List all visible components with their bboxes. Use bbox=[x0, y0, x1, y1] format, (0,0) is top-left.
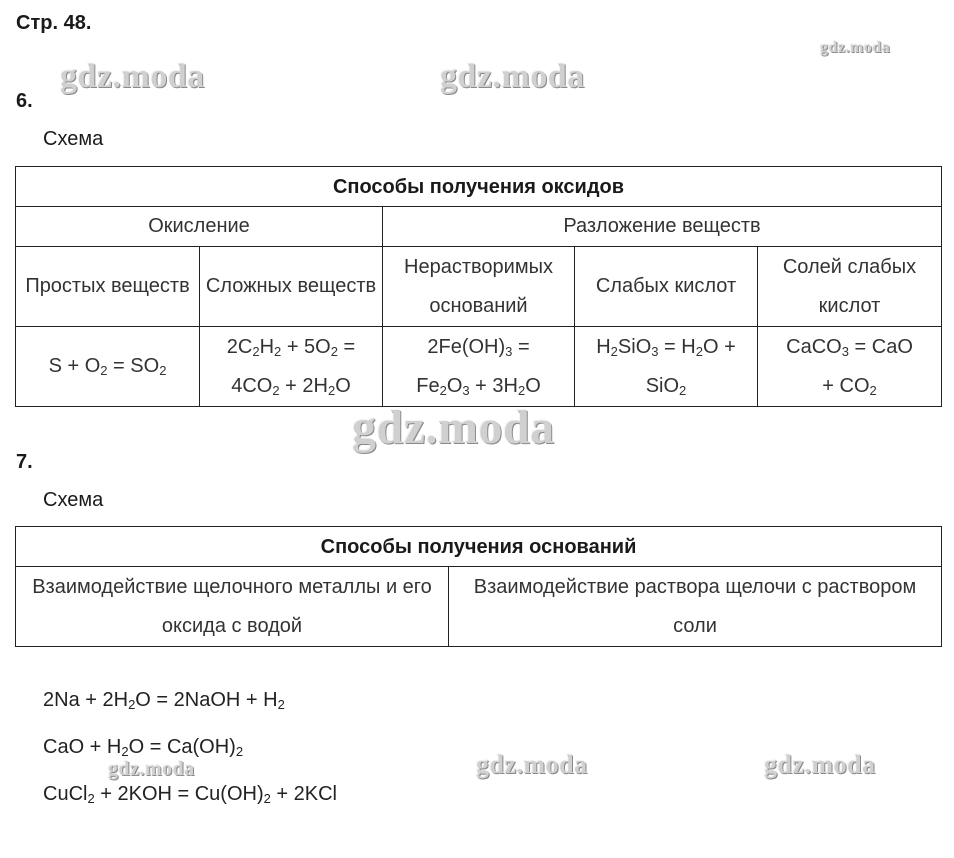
task-6-number: 6. bbox=[16, 90, 33, 112]
column-complex-substances: Сложных веществ bbox=[200, 247, 383, 327]
task-6-scheme-label: Схема bbox=[43, 128, 104, 150]
column-alkali-salt: Взаимодействие раствора щелочи с раствором соли bbox=[449, 567, 942, 647]
task-7-number: 7. bbox=[16, 451, 33, 473]
equation-complex-oxidation: $2C_2H_2 + 5O_2$ = $4CO_2 + 2H_2O$ bbox=[200, 327, 383, 407]
watermark: gdz.moda bbox=[108, 758, 195, 780]
group-oxidation: Окисление bbox=[16, 207, 383, 247]
watermark: gdz.moda bbox=[476, 750, 588, 779]
equation-simple-oxidation: $S + O_2 = SO_2$ bbox=[16, 327, 200, 407]
watermark: gdz.moda bbox=[764, 750, 876, 779]
watermark: gdz.moda bbox=[60, 58, 205, 95]
equation-acid-decomposition: $H_2SiO_3 = H_2O$ + SiO$_2$ bbox=[575, 327, 758, 407]
page-header: Стр. 48. bbox=[16, 12, 92, 34]
bases-table bbox=[15, 526, 942, 647]
equation-base-decomposition: $2Fe(OH)_3$ = $Fe_2O_3 + 3H_2O$ bbox=[383, 327, 575, 407]
oxides-table-title: Способы получения оксидов bbox=[16, 167, 942, 207]
group-decomposition: Разложение веществ bbox=[383, 207, 942, 247]
equation-sodium-water: $2Na + 2H_2O$ = 2NaOH + $H_2$ bbox=[43, 689, 285, 712]
watermark: gdz.moda bbox=[440, 58, 585, 95]
column-weak-acids: Слабых кислот bbox=[575, 247, 758, 327]
watermark: gdz.moda bbox=[820, 39, 891, 56]
column-simple-substances: Простых веществ bbox=[16, 247, 200, 327]
oxides-table bbox=[15, 166, 942, 407]
column-metal-water: Взаимодействие щелочного металлы и его оксида с водой bbox=[16, 567, 449, 647]
column-weak-acid-salts: Солей слабых кислот bbox=[758, 247, 942, 327]
watermark: gdz.moda bbox=[352, 401, 555, 454]
task-7-scheme-label: Схема bbox=[43, 489, 104, 511]
equation-calcium-oxide-water: CaO + $H_2O = Ca(OH)_2$ bbox=[43, 736, 244, 759]
equation-salt-decomposition: CaCO$_3$ = CaO + $CO_2$ bbox=[758, 327, 942, 407]
bases-table-title: Способы получения оснований bbox=[16, 527, 942, 567]
column-insoluble-bases: Нерастворимых оснований bbox=[383, 247, 575, 327]
equation-copper-chloride-koh: CuCl$_2$ + $2KOH = Cu(OH)_2 + 2KCl$ bbox=[43, 783, 338, 806]
